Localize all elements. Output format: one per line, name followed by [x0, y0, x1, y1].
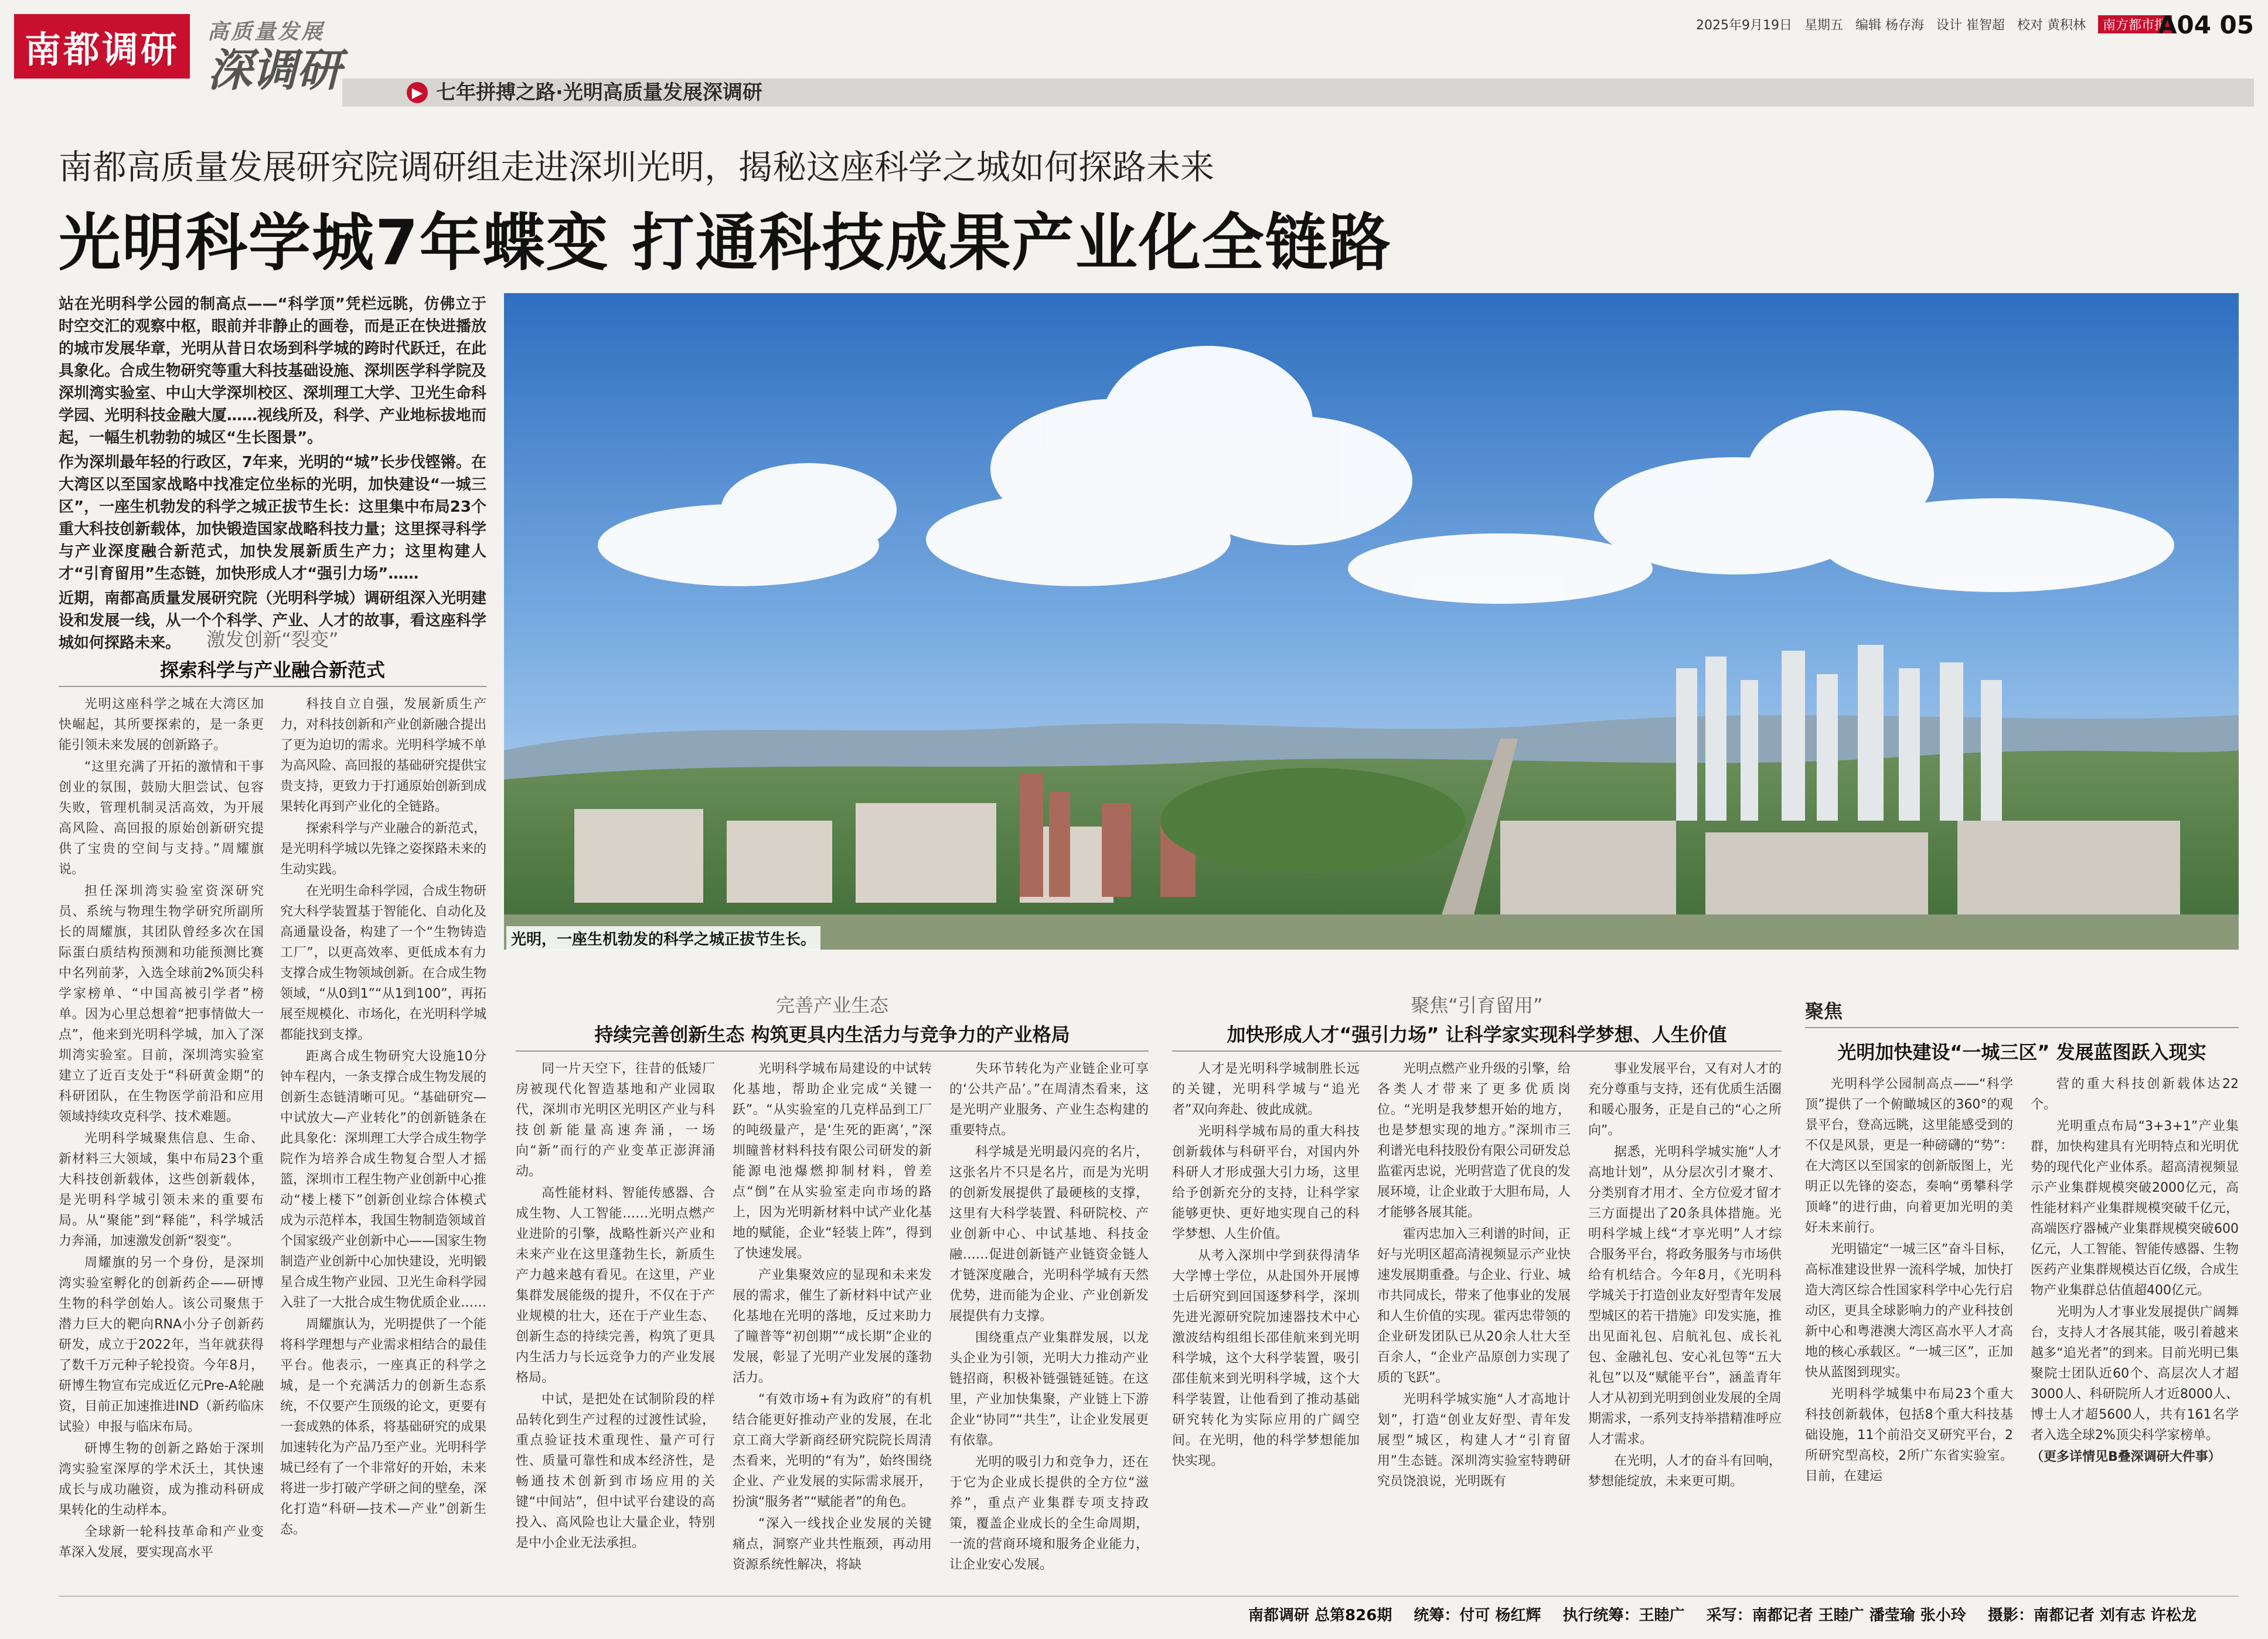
- paragraph: 科学城是光明最闪亮的名片，这张名片不只是名片，而是为光明的创新发展提供了最硬核的支撑，这里有大科学装置、科研院校、产业创新中心、中试基地、科技金融……促进创新链产业链资金链人才链深度融合，光明科学城有天然优势，进而能为企业、产业创新发展提供有力支撑。: [949, 1145, 1149, 1324]
- paragraph: 光明科学公园制高点——“科学顶”提供了一个俯瞰城区的360°的观景平台，登高远眺，这里能感受到的不仅是风景，更是一种磅礴的“势”：在大湾区以至国家的创新版图上，光明正以先锋的姿态，奏响“勇攀科学顶峰”的进行曲，向着更加光明的美好未来前行。: [1805, 1077, 2013, 1235]
- page-meta: [1688, 15, 2172, 33]
- section1-rule: [59, 686, 486, 687]
- paragraph: 从考入深圳中学到获得清华大学博士学位，从赴国外开展博士后研究到回国逐梦科学，深圳先进光源研究院加速器技术中心激波结构组组长邵佳航来到光明科学城，这个大科学装置，吸引邵佳航来到光明科学城，这个大科学装置，让他看到了推动基础研究转化为实际应用的广阔空间。在光明，他的科学梦想能加快实现。: [1172, 1249, 1360, 1468]
- paragraph: 人才是光明科学城制胜长远的关键，光明科学城与“追光者”双向奔赴、彼此成就。: [1172, 1062, 1360, 1117]
- paragraph: “深入一线找企业发展的关键痛点，洞察产业共性瓶颈，再动用资源系统性解决，将缺: [733, 1516, 932, 1572]
- arrow-icon: ▶: [407, 82, 428, 103]
- paper-tag: 南方都市报: [2098, 15, 2172, 33]
- credits: [1248, 1603, 2213, 1625]
- paragraph: 中试，是把处在试制阶段的样品转化到生产过程的过渡性试验，重点验证技术重现性、量产可行性、质量可靠性和成本经济性，是畅通技术创新到市场应用的关键“中间站”，但中试平台建设的高投入、高风险也让大量企业，特别是中小企业无法承担。: [516, 1392, 715, 1550]
- paragraph: 营的重大科技创新载体达22个。: [2031, 1077, 2239, 1112]
- section2-rule: [516, 1050, 1149, 1052]
- date: 2025年9月19日: [1695, 18, 1792, 33]
- credit-photo: 摄影：南都记者 刘有志 许松龙: [1987, 1607, 2197, 1624]
- paragraph: 光明为人才事业发展提供广阔舞台，支持人才各展其能，吸引着越来越多“追光者”的到来。目前光明已集聚院士团队近60个、高层次人才超3000人、科研院所人才近8000人、博士人才超5600人，共有161名学者入选全球2%顶尖科学家榜单。: [2031, 1305, 2239, 1443]
- section3-col2: [1377, 1059, 1571, 1586]
- section2-col2: [733, 1059, 932, 1586]
- paragraph: 探索科学与产业融合的新范式，是光明科学城以先锋之姿探路未来的生动实践。: [280, 821, 486, 877]
- credit-exec: 执行统筹：王睦广: [1562, 1607, 1685, 1624]
- photo-caption: 光明，一座生机勃发的科学之城正拔节生长。: [506, 926, 820, 950]
- paragraph: “有效市场+有为政府”的有机结合能更好推动产业的发展，在北京工商大学新商经研究院院长周清杰看来，光明的“有为”，始终围绕企业、产业发展的实际需求展开，扮演“服务者”“赋能者”的角色。: [733, 1392, 932, 1509]
- paragraph: 周耀旗的另一个身份，是深圳湾实验室孵化的创新药企——研博生物的科学创始人。该公司聚焦于潜力巨大的靶向RNA小分子创新药研发，成立于2022年，当年就获得了数千万元种子轮投资。今年8月，研博生物宣布完成近亿元Pre-A轮融资，目前正加速推进IND（新药临床试验）申报与临床布局。: [59, 1256, 264, 1434]
- series-top: 高质量发展: [207, 20, 325, 44]
- section4-kicker: 聚焦: [1805, 1000, 1843, 1022]
- series-strip: [342, 79, 2254, 107]
- masthead: [14, 7, 2254, 104]
- paragraph: 在光明生命科学园，合成生物研究大科学装置基于智能化、自动化及高通量设备，构建了一个“生物铸造工厂”，以更高效率、更低成本有力支撑合成生物领域创新。在合成生物领域，“从0到1”“从1到100”，再拓展至规模化、市场化，在光明科学城都能找到支撑。: [280, 884, 486, 1042]
- headline-title: 光明科学城7年蝶变 打通科技成果产业化全链路: [59, 207, 1392, 279]
- proofreader: 校对 黄积林: [2017, 18, 2086, 33]
- section3-kicker: 聚焦“引育留用”: [1411, 994, 1543, 1016]
- paragraph: 光明科学城集中布局23个重大科技创新载体，包括8个重大科技基础设施，11个前沿交叉研究平台，2所研究型高校，2所广东省实验室。目前，在建运: [1805, 1387, 2013, 1484]
- section1-title: 探索科学与产业融合新范式: [159, 659, 385, 681]
- footer-rule: [59, 1596, 2239, 1597]
- section3-col3: [1588, 1059, 1782, 1586]
- paragraph: 光明科学城聚焦信息、生命、新材料三大领域，集中布局23个重大科技创新载体，这些创新载体，是光明科学城引领未来的重要布局。从“聚能”到“释能”，科学城活力奔涌，加速激发创新“裂变”。: [59, 1131, 264, 1249]
- paragraph: 周耀旗认为，光明提供了一个能将科学理想与产业需求相结合的最佳平台。他表示，一座真正的科学之城，是一个充满活力的创新生态系统，不仅要产生顶级的论文，更要有一套成熟的体系，将基础研究的成果加速转化为产品乃至产业。光明科学城已经有了一个非常好的开始，未来将进一步打破产学研之间的壁垒，深化打造“科研—技术—产业”创新生态。: [280, 1317, 486, 1537]
- paragraph: 科技自立自强，发展新质生产力，对科技创新和产业创新融合提出了更为迫切的需求。光明科学城不单为高风险、高回报的基础研究提供宝贵支持，更致力于打通原始创新到成果转化再到产业化的全链路。: [280, 697, 486, 814]
- paragraph: 据悉，光明科学城实施“人才高地计划”，从分层次引才聚才、分类别育才用才、全方位爱才留才三方面提出了20条具体措施。光明科学城上线“才享光明”人才综合服务平台，将政务服务与市场供给有机结合。今年8月，《光明科学城关于打造创业友好型青年发展型城区的若干措施》印发实施，推出见面礼包、启航礼包、成长礼包、金融礼包、安心礼包等“五大礼包”以及“赋能平台”，涵盖青年人才从初到光明到创业发展的全周期需求，一系列支持举措精准呼应人才需求。: [1588, 1145, 1782, 1447]
- paragraph: 光明科学城实施“人才高地计划”，打造“创业友好型、青年发展型”城区，构建人才“引育留用”生态链。深圳湾实验室特聘研究员饶浪说，光明既有: [1377, 1392, 1571, 1489]
- paragraph: 光明科学城布局建设的中试转化基地，帮助企业完成“关键一跃”。“从实验室的几克样品到工厂的吨级量产，是‘生死的距离’，”深圳瞳普材料科技有限公司研发的新能源电池爆燃抑制材料，曾差点“倒”在从实验室走向市场的路上，因为光明新材料中试产业化基地的赋能，企业“轻装上阵”，得到了快速发展。: [733, 1062, 932, 1261]
- section2-title: 持续完善创新生态 构筑更具内生活力与竞争力的产业格局: [594, 1023, 1070, 1046]
- paragraph: 高性能材料、智能传感器、合成生物、人工智能……光明点燃产业进阶的引擎，战略性新兴产业和未来产业在这里蓬勃生长，新质生产力越来越有看见。在这里，产业集群发展能级的提升，不仅在于产业规模的壮大，还在于产业生态、创新生态的持续完善，构筑了更具内生活力与长远竞争力的产业发展格局。: [516, 1186, 715, 1385]
- paragraph: 光明重点布局“3+3+1”产业集群，加快构建具有光明特点和光明优势的现代化产业体系。超高清视频显示产业集群规模突破2000亿元，高性能材料产业集群规模突破千亿元，高端医疗器械产业集群规模突破600亿元，人工智能、智能传感器、生物医药产业集群规模达百亿级，合成生物产业集群总估值超400亿元。: [2031, 1119, 2239, 1298]
- see-more: （更多详情见B叠深调研大件事）: [2031, 1450, 2221, 1464]
- paragraph: 研博生物的创新之路始于深圳湾实验室深厚的学术沃土，其快速成长与成功融资，成为推动科研成果转化的生动样本。: [59, 1441, 264, 1518]
- paragraph: 光明这座科学之城在大湾区加快崛起，其所要探索的，是一条更能引领未来发展的创新路子。: [59, 697, 264, 753]
- section2-col1: [516, 1059, 715, 1586]
- section1-col2: [280, 694, 486, 1585]
- brand-logo: 南都调研: [14, 14, 190, 79]
- paragraph: 围绕重点产业集群发展，以龙头企业为引领，光明大力推动产业链招商，积极补链强链延链。在这里，产业加快集聚，产业链上下游企业“协同”“共生”，让企业发展更有依靠。: [949, 1331, 1149, 1448]
- headline-kicker: 南都高质量发展研究院调研组走进深圳光明，揭秘这座科学之城如何探路未来: [59, 147, 1215, 187]
- lead-p1: 站在光明科学公园的制高点——“科学顶”凭栏远眺，仿佛立于时空交汇的观察中枢，眼前并非静止的画卷，而是正在快进播放的城市发展华章，光明从昔日农场到科学城的跨时代跃迁，在此具象化。合成生物研究等重大科技基础设施、深圳医学科学院及深圳湾实验室、中山大学深圳校区、深圳理工大学、卫光生命科学园、光明科技金融大厦……视线所及，科学、产业地标拔地而起，一幅生机勃勃的城区“生长图景”。: [59, 295, 486, 447]
- designer: 设计 崔智超: [1936, 18, 2005, 33]
- paragraph: 失环节转化为产业链企业可享的‘公共产品’。”在周清杰看来，这是光明产业服务、产业生态构建的重要特点。: [949, 1062, 1149, 1138]
- paragraph: “这里充满了开拓的激情和干事创业的氛围，鼓励大胆尝试、包容失败，管理机制灵活高效，为开展高风险、高回报的原始创新研究提供了宝贵的空间与支持。”周耀旗说。: [59, 760, 264, 877]
- section2-kicker: 完善产业生态: [775, 994, 888, 1016]
- section3-title: 加快形成人才“强引力场” 让科学家实现科学梦想、人生价值: [1227, 1023, 1727, 1046]
- page-number: A04 05: [2157, 11, 2254, 39]
- credit-planning: 统筹：付可 杨红辉: [1414, 1607, 1541, 1624]
- aerial-photo-illustration: [504, 293, 2239, 950]
- lead-p2: 作为深圳最年轻的行政区，7年来，光明的“城”长步伐铿锵。在大湾区以至国家战略中找准定位坐标的光明，加快建设“一城三区”，一座生机勃发的科学之城正拔节生长：这里集中布局23个重大科技创新载体，加快锻造国家战略科技力量；这里探寻科学与产业深度融合新范式，加快发展新质生产力；这里构建人才“引育留用”生态链，加快形成人才“强引力场”……: [59, 454, 486, 583]
- paragraph: 距离合成生物研究大设施10分钟车程内，一条支撑合成生物发展的创新生态链清晰可见。“基础研究—中试放大—产业转化”的创新链条在此具象化：深圳理工大学合成生物学院作为培养合成生物复合型人才摇篮，深圳市工程生物产业创新中心推动“楼上楼下”创新创业综合体模式成为示范样本，我国生物制造领域首个国家级产业创新中心——国家生物制造产业创新中心加快建设，光明锻星合成生物产业园、卫光生命科学园入驻了一大批合成生物优质企业……: [280, 1049, 486, 1310]
- section1-kicker: 激发创新“裂变”: [206, 628, 339, 651]
- section4-rule: [1805, 1027, 2239, 1028]
- section4-title: 光明加快建设“一城三区” 发展蓝图跃入现实: [1837, 1041, 2206, 1063]
- paragraph: 光明锚定“一城三区”奋斗目标，高标准建设世界一流科学城，加快打造大湾区综合性国家科学中心先行启动区，更具全球影响力的产业科技创新中心和粤港澳大湾区高水平人才高地的核心承载区。“一城三区”，正加快从蓝图到现实。: [1805, 1242, 2013, 1380]
- section4-col2: [2031, 1074, 2239, 1586]
- section3-col1: [1172, 1059, 1360, 1586]
- section4-col1: [1805, 1074, 2013, 1586]
- weekday: 星期五: [1804, 18, 1843, 33]
- paragraph: 在光明，人才的奋斗有回响，梦想能绽放，未来更可期。: [1588, 1454, 1782, 1489]
- credit-issue: 南都调研 总第826期: [1248, 1607, 1392, 1624]
- editor: 编辑 杨存海: [1855, 18, 1924, 33]
- aerial-photo: [504, 293, 2239, 950]
- paragraph: 事业发展平台，又有对人才的充分尊重与支持，还有优质生活圈和暖心服务，正是自己的“心之所向”。: [1588, 1062, 1782, 1138]
- paragraph: 产业集聚效应的显现和未来发展的需求，催生了新材料中试产业化基地在光明的落地，反过来助力了瞳普等“初创期”“成长期”企业的发展，彰显了光明产业发展的蓬勃活力。: [733, 1268, 932, 1385]
- paragraph: 光明的吸引力和竞争力，还在于它为企业成长提供的全方位“滋养”，重点产业集群专项支持政策，覆盖企业成长的全生命周期，一流的营商环境和服务企业能力，让企业安心发展。: [949, 1455, 1149, 1572]
- strip-label: 七年拼搏之路·光明高质量发展深调研: [436, 81, 762, 104]
- paragraph: 光明科学城布局的重大科技创新载体与科研平台，对国内外科研人才形成强大引力场，这里给予创新充分的支持，让科学家能够更快、更好地实现自己的科学梦想、人生价值。: [1172, 1124, 1360, 1242]
- lead-paragraphs: [59, 293, 486, 657]
- paragraph: 担任深圳湾实验室资深研究员、系统与物理生物学研究所副所长的周耀旗，其团队曾经多次在国际蛋白质结构预测和功能预测比赛中名列前茅，入选全球前2%顶尖科学家榜单、“中国高被引学者”榜单。因为心里总想着“把事情做大一点”，他来到光明科学城，加入了深圳湾实验室。目前，深圳湾实验室建立了近百支处于“科研黄金期”的科研团队，在生物医学前沿和应用领域持续攻克科学、技术难题。: [59, 884, 264, 1124]
- section1-col1: [59, 694, 264, 1585]
- paragraph: 霍丙忠加入三利谱的时间，正好与光明区超高清视频显示产业快速发展期重叠。与企业、行业、城市共同成长，带来了他事业的发展和人生价值的实现。霍丙忠带领的企业研发团队已从20余人壮大至百余人，“企业产品原创力实现了质的飞跃”。: [1377, 1227, 1571, 1385]
- lead-p3: 近期，南都高质量发展研究院（光明科学城）调研组深入光明建设和发展一线，从一个个科学、产业、人才的故事，看这座科学城如何探路未来。: [59, 590, 486, 652]
- paragraph: 光明点燃产业升级的引擎，给各类人才带来了更多优质岗位。“光明是我梦想开始的地方，也是梦想实现的地方。”深圳市三利谱光电科技股份有限公司研发总监霍丙忠说，光明营造了优良的发展环境，让企业敢于大胆布局，人才能够各展其能。: [1377, 1062, 1571, 1220]
- section3-rule: [1172, 1050, 1782, 1052]
- series-main: 深调研: [207, 44, 341, 96]
- paragraph: 全球新一轮科技革命和产业变革深入发展，要实现高水平: [59, 1525, 264, 1560]
- paragraph: 同一片天空下，往昔的低矮厂房被现代化智造基地和产业园取代，深圳市光明区光明区产业与科技创新能量高速奔涌，一场向“新”而行的产业变革正澎湃涌动。: [516, 1062, 715, 1179]
- credit-writers: 采写：南都记者 王睦广 潘莹瑜 张小玲: [1706, 1607, 1966, 1624]
- section2-col3: [949, 1059, 1149, 1586]
